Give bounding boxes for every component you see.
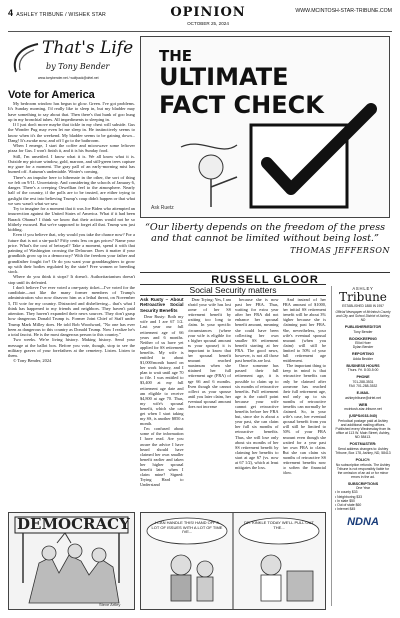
paragraph: Still, I'm unsettled. I know what it is. We all know what it is. Outside my picture window, gold, maroon, and still-green trees capture my gaze for a moment. The gray pall of an early-morning mist has burned off. Autumn's undeniable. Winter's coming. [8,153,135,175]
masthead-section-head: POSTMASTER: [349,442,377,447]
column-subhead: Ask Rusty – About Retroactive Social Security Benefits [140,297,184,313]
column-title-banner: Social Security matters [140,284,326,296]
bottom-cartoon [140,512,326,610]
issue-date: OCTOBER 25, 2024 [187,21,229,26]
paragraph: because she is now past her FRA. Thus, waiting for extra year after her FRA did not enhance her spousal benefit amount, meaning she could have been collecting her own smaller SS retirement benefit starting at her FRA. The good news, however, is not all those past benefits are lost. [235,297,279,364]
masthead-section-line: • In county $33 [335,490,358,495]
paragraph: Even if you believe that, why would you take the chance now? For a future that is not a sin-pack? Fifty cents less on gas prices? Name your price. What's the cost of betrayal? Take a moment, spend it with that painting of Washington crossing the Delaware. Does it matter if your grandkids grow up in a democracy? With the freedom your father and grandfather fought for? Or do you want your granddaughters to grow up with their bodies regulated by the state? Free women or breeding stock. [8,232,135,274]
masthead-section-line: • Out of state $60 [335,502,362,507]
paragraph: Try to imagine for a moment that it was Joe Biden who attempted an insurrection against the United States of America. What if it had been Barack Obama? I think we know that their actions would not be so blithely excused. But we're supposed to forget all that. Trump was just kidding. [8,206,135,232]
page-number: 4 [8,8,14,18]
column-part-1 [140,297,184,509]
fact-check-cartoon [140,36,390,218]
section-title-block [158,6,258,27]
column-part-3 [235,297,279,509]
masthead-section-head: POLICY: [355,458,371,462]
cartoon-title-line2: ULTIMATE [159,63,289,91]
pull-quote [140,222,390,255]
paragraph: When I emerge, I start the coffee and microwave some leftover pizza for Gus. I won't finish it, and it is his Sunday food. [8,143,135,154]
cartoon-illustration-fact-check [141,37,389,217]
masthead-name: Tribune [339,290,387,304]
masthead-section-line: ashleytribune@drtel.net [345,395,381,400]
article-body [8,101,135,364]
masthead-tagline: Official Newspaper of McIntosh County and City and School District of Ashley, ND [335,310,391,322]
columnist-byline: RUSSELL GLOOR [140,272,390,286]
speech-bubble-right: DR. KINKLE TODAY WE'LL PULL OUT THE... [244,521,314,530]
masthead-section-line: One Year [355,486,371,491]
masthead-section-line: Dylan Bender [352,345,374,350]
masthead-section-head: WEB [358,402,368,407]
masthead-section-line: Thurs. Fri. 8:30-5:00 [347,368,379,373]
paper-name: ASHLEY TRIBUNE / WISHEK STAR [16,12,106,18]
column-title: That's Life [42,38,134,58]
column-logo [8,36,135,88]
masthead-established: ESTABLISHED 1888 IN 1957 [342,304,384,308]
masthead-section-line: Tony Bender [353,329,373,334]
paragraph: If I just don't move maybe that tickle in my chest will subside. Gus the Wonder Pug may even let me sleep in. He instinctively seems to know when it's the weekend. My bladder seems to be gaining down... Dang! It's awake now, and off I go to the bathroom. [8,122,135,143]
quote-text: “Our liberty depends on the freedom of the press and that cannot be limited without being lost.” [144,222,386,244]
masthead [331,286,391,606]
masthead-section-head: (USPS#033-940) [348,414,378,419]
masthead-section-line: FAX 701-288-3532 [348,384,378,389]
paragraph: Two weeks. We're living history. Making history. Send your message at the ballot box. Before you vote, though, stop to see the military graves of your forefathers at the cemetery. Listen. Listen to them. [8,337,135,358]
paragraph: Dear Rusty: Both my wife and I are 67 1/2. Last year our full retirement age of 66 years and 6 months. Neither of us have yet applied for SS retirement benefits. My wife is entitled to about $1,000/month based on her work history, and I plan to wait until age 70 to file. I was entitled to $3,400 at my full retirement age date and am eligible to receive $4,800 at age 70. Thus, my wife's spousal benefit, which she can get when I start taking my SS, is another $850 a month. [140,314,184,427]
column-part-4 [283,297,327,509]
masthead-section-line: 701-288-3531 [352,379,374,384]
masthead-sections [335,325,391,511]
masthead-section-head: REPORTING [352,352,374,357]
cartoon-credit-right: Ask Ruetz [151,205,174,211]
section-title: OPINION [170,5,246,20]
masthead-section-line: Elliot Hoer [355,341,371,346]
masthead-section-line: Adda Beckler [352,356,374,361]
paragraph: And instead of her FRA amount of $1000, her initial SS retirement benefit will be about 3% higher because she is claiming past her FRA. She, nevertheless, your wife's eventual spousal amount (when you claim) will still be limited to 50% of your full retirement age entitlement. [282,297,326,364]
democracy-cartoon [8,512,135,610]
header-left [8,8,106,18]
paragraph: Where do you think it stops? It doesn't. Authoritarianism doesn't stop until its defeated. [8,274,135,285]
cartoon-illustration [9,513,134,609]
column-contact: www.tonybender.net / wolfpack@drtel.net [38,76,99,80]
cartoon-credit: Steve Artley [99,602,121,607]
masthead-section-head: PUBLISHER/EDITOR [344,325,382,329]
paragraph: My bedroom window has begun to glow. Green. I've got problems. It's Sunday morning. I'd really like to sleep in, but my bladder may have something to say about that. Then there's that hunk of goo hung up in my bronchial tubes. All impediments to sleeping in. [8,101,135,122]
swoosh-icon [8,40,42,76]
masthead-section-head: PHONE [356,375,370,380]
article-headline: Vote for America [8,89,95,101]
masthead-section-head: BOOKKEEPING [349,336,377,341]
masthead-section-head: E-MAIL [356,391,370,396]
column-part-2 [188,297,232,509]
cartoon-title-line3: FACT CHECK [159,91,324,119]
masthead-section-line: • In state $50 [335,498,355,503]
ndna-logo: NDNA [347,515,379,528]
masthead-section-line: • Neighboring $33 [335,494,363,499]
speech-bubble-left: I CAN HANDLE THIS! HAND OFF A LOT OF ISSUES WITH A LOT OF TIME I'VE... [151,521,223,535]
masthead-section-line: No subscription refunds. The Ashley Tribune is not responsibly liable for the omission of an ad or for minor errors in the ad. [335,462,391,479]
cartoon-illustration-bottom [141,513,325,609]
masthead-section-line: mcintosh-star-tribune.net [344,407,382,412]
paragraph: Once someone has passed their full retirement age, it is possible to claim up to six months of retroactive benefits. Full retirement age is the cutoff point because your wife cannot get retroactive benefits before her FRA but, since she is about a year past, she can claim her full six months of retroactive benefits. Thus, she will lose only about six months of her SS retirement benefit by claiming her benefits to start at age 67 (vs. now at 67 1/2), which at least mitigates the loss. [235,363,279,471]
website-url[interactable]: WWW.MCINTOSH-STAR-TRIBUNE.COM [295,8,392,14]
paragraph: I don't believe I've ever voted a one-party ticket—I've voted for the candidate—not like the many former members of Trump's administration who now disavow him as a lethal threat, on November 5, I'll vote for my country. Distracted and disbelieving... that's what I think has happened to my friends and neighbors. They haven't paid attention. They haven't expanded their news sources. They don't grasp how dangerous Donald Trump is. Former Joint Chief of Staff under Trump Mark Milley does. He told Bob Woodward, "No one has ever been as dangerous to this country as Donald Trump. Now I realize he's a total fascist. He is the most dangerous person to this country." [8,284,135,337]
masthead-label: ASHLEY [352,286,374,291]
page-header [8,6,392,32]
paragraph: The important thing to keep in mind is that retroactive benefits can only be claimed after someone has reached their full retirement age, and only up to six months of retroactive benefits can normally be claimed. So, in your wife's case, her eventual spousal benefit from you will still be limited to 50% of your FRA amount even though she waited for a year past her own FRA to claim. But she can claim six months of retroactive SS retirement benefits now to soften the financial blow. [282,363,326,476]
paragraph: I'm confused about some of the information I have read. Are you aware the advice I have heard should have claimed her own smaller benefit earlier and taken her higher spousal benefit later when I claim mine? Signed: Trying Hard to Understand [140,426,184,488]
paragraph: © Tony Bender, 2024 [13,358,52,364]
column-part-1-text [140,314,184,487]
paragraph: There's an impulse here to hibernate in the other, the sort of thing we felt on 9/11. Uncertainty. And considering the schools of January 6, danger. There's a creeping Orwellian feel to the atmosphere. Nearly half of the country, if the polls are to be trusted, are either trying to gaslight the rest into believing Trump's coup didn't happen or that what we saw wasn't what we saw. [8,174,135,206]
social-security-column [140,297,326,509]
cartoon-sign-text: DEMOCRACY [17,515,130,533]
masthead-section-line: • Internet $45 [335,506,356,511]
column-author: by Tony Bender [46,62,110,71]
cartoon-title-line1: THE [159,47,193,65]
masthead-section-head: SUBSCRIPTIONS [347,481,379,486]
paragraph: Dear Trying: Yes, I am afraid your wife has lost some of her SS retirement benefit by waiting too long to claim. In your specific circumstances (where your wife is eligible for a higher spousal amount as your spouse) it is important to know that her spousal benefit amount reached maximum when she attained her full retirement age (FRA) of age 66 and 6 months. Even though she cannot collect as your spouse until you later claim, her eventual spousal amount does not increase [187,297,231,409]
masthead-section-head: BUSINESS HOURS [346,363,380,368]
masthead-section-line: Send address changes to: Ashley Tribune, Box 178, Ashley, ND, 58413 [335,446,391,455]
quote-attribution: THOMAS JEFFERSON [290,246,390,255]
masthead-section-line: Periodical postage paid at Ashley and additional mailing offices. Published every Wednesday from its office at 113 W. Main Street, Ashley, ND 58413. [335,418,391,440]
